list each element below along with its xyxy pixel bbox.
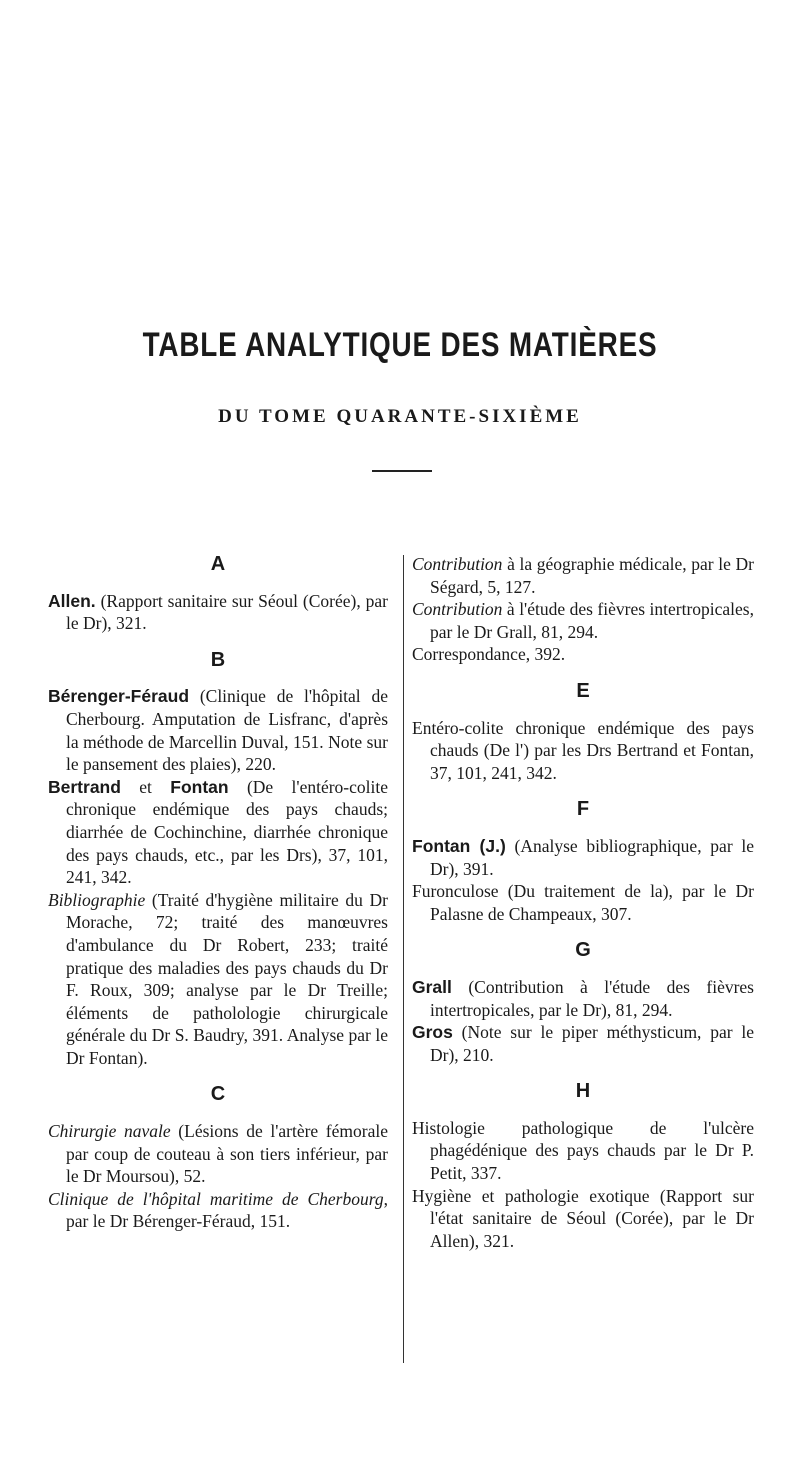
entry-text: (Contribution à l'étude des fièvres intertropicales, par le Dr), 81, 294. (430, 976, 754, 1020)
section-letter-a: A (210, 553, 226, 575)
entry-heading: Fontan (170, 776, 229, 797)
section-letter-h: H (575, 1080, 591, 1103)
entry-text: (Analyse bibliographique, par le Dr), 391. (430, 835, 754, 879)
index-entry-bibliographie (48, 889, 388, 1070)
title-rule (372, 470, 432, 472)
index-entry-furonculose: Furonculose (Du traitement de la), par le Dr Palasne de Champeaux, 307. (412, 881, 754, 924)
entry-text: (Clinique de l'hôpital de Cherbourg. Amputation de Lisfranc, d'après la méthode de Marcellin Duval, 151. Note sur le pansement des plaies), 220. (66, 686, 388, 775)
index-entry-bertrand (48, 776, 388, 889)
entry-heading: Allen. (48, 590, 96, 611)
entry-heading: Bibliographie (48, 889, 146, 910)
index-entry-hygiene: Hygiène et pathologie exotique (Rapport sur l'état sanitaire de Séoul (Corée), par le Dr Allen), 321. (412, 1185, 754, 1251)
index-entry-histologie: Histologie pathologique de l'ulcère phagédénique des pays chauds par le Dr P. Petit, 337. (412, 1117, 754, 1184)
entry-heading: Bérenger-Féraud (48, 686, 190, 707)
entry-text: , par le Dr Bérenger-Féraud, 151. (66, 1188, 388, 1232)
section-letter-b: B (210, 648, 226, 671)
section-letter-g: G (575, 939, 591, 962)
entry-conjunction: et (120, 776, 171, 797)
index-entry-allen (48, 590, 388, 635)
section-letter-e: E (576, 679, 590, 702)
entry-text: (Lésions de l'artère fémorale par coup de couteau à son tiers inférieur, par le Dr Moursou), 52. (66, 1121, 388, 1187)
entry-text: à la géographie médicale, par le Dr Ségard, 5, 127. (430, 554, 754, 597)
index-entry-entero-colite: Entéro-colite chronique endémique des pays chauds (De l') par les Drs Bertrand et Fontan, 37, 101, 241, 342. (412, 717, 754, 783)
entry-heading: Fontan (J.) (412, 835, 506, 856)
section-letter-c: C (210, 1083, 226, 1106)
entry-text: (Note sur le piper méthysticum, par le Dr), 210. (430, 1022, 754, 1065)
index-entry-contribution-fievres (412, 598, 754, 643)
index-entry-chirurgie (48, 1120, 388, 1188)
entry-text: (Traité d'hygiène militaire du Dr Morache, 72; traité des manœuvres d'ambulance du Dr Robert, 233; traité pratique des maladies des pays chauds du Dr F. Roux, 309; analyse par le Dr Treille; éléments de patholologie chirurgicale générale du Dr S. Baudry, 391. Analyse par le Dr Fontan). (66, 889, 388, 1068)
entry-text: (Rapport sanitaire sur Séoul (Corée), par le Dr), 321. (66, 590, 388, 634)
entry-heading: Contribution (412, 599, 503, 620)
entry-heading: Contribution (412, 554, 503, 574)
page-subtitle: DU TOME QUARANTE-SIXIÈME (218, 406, 582, 427)
entry-text: à l'étude des fièvres intertropicales, par le Dr Grall, 81, 294. (430, 599, 754, 642)
index-entry-correspondance: Correspondance, 392. (412, 644, 566, 665)
index-entry-berenger (48, 685, 388, 775)
page-title: TABLE ANALYTIQUE DES MATIÈRES (142, 326, 658, 364)
index-entry-fontan (412, 835, 754, 880)
entry-text: (De l'entéro-colite chronique endémique des pays chauds; diarrhée de Cochinchine, diarrhée chronique des pays chauds, etc., par les Drs), 37, 101, 241, 342. (66, 776, 388, 888)
entry-heading: Clinique de l'hôpital maritime de Cherbourg (48, 1188, 384, 1209)
entry-heading: Chirurgie navale (48, 1121, 171, 1142)
index-entry-clinique (48, 1188, 388, 1233)
entry-heading: Grall (412, 976, 452, 997)
entry-heading: Gros (412, 1022, 453, 1043)
right-column (412, 553, 754, 1252)
index-entry-grall (412, 976, 754, 1021)
left-column (48, 553, 388, 1233)
index-entry-gros (412, 1021, 754, 1066)
entry-heading: Bertrand (48, 776, 121, 797)
section-letter-f: F (576, 798, 590, 821)
index-entry-contribution-geographie (412, 553, 754, 598)
column-divider (403, 555, 404, 1363)
